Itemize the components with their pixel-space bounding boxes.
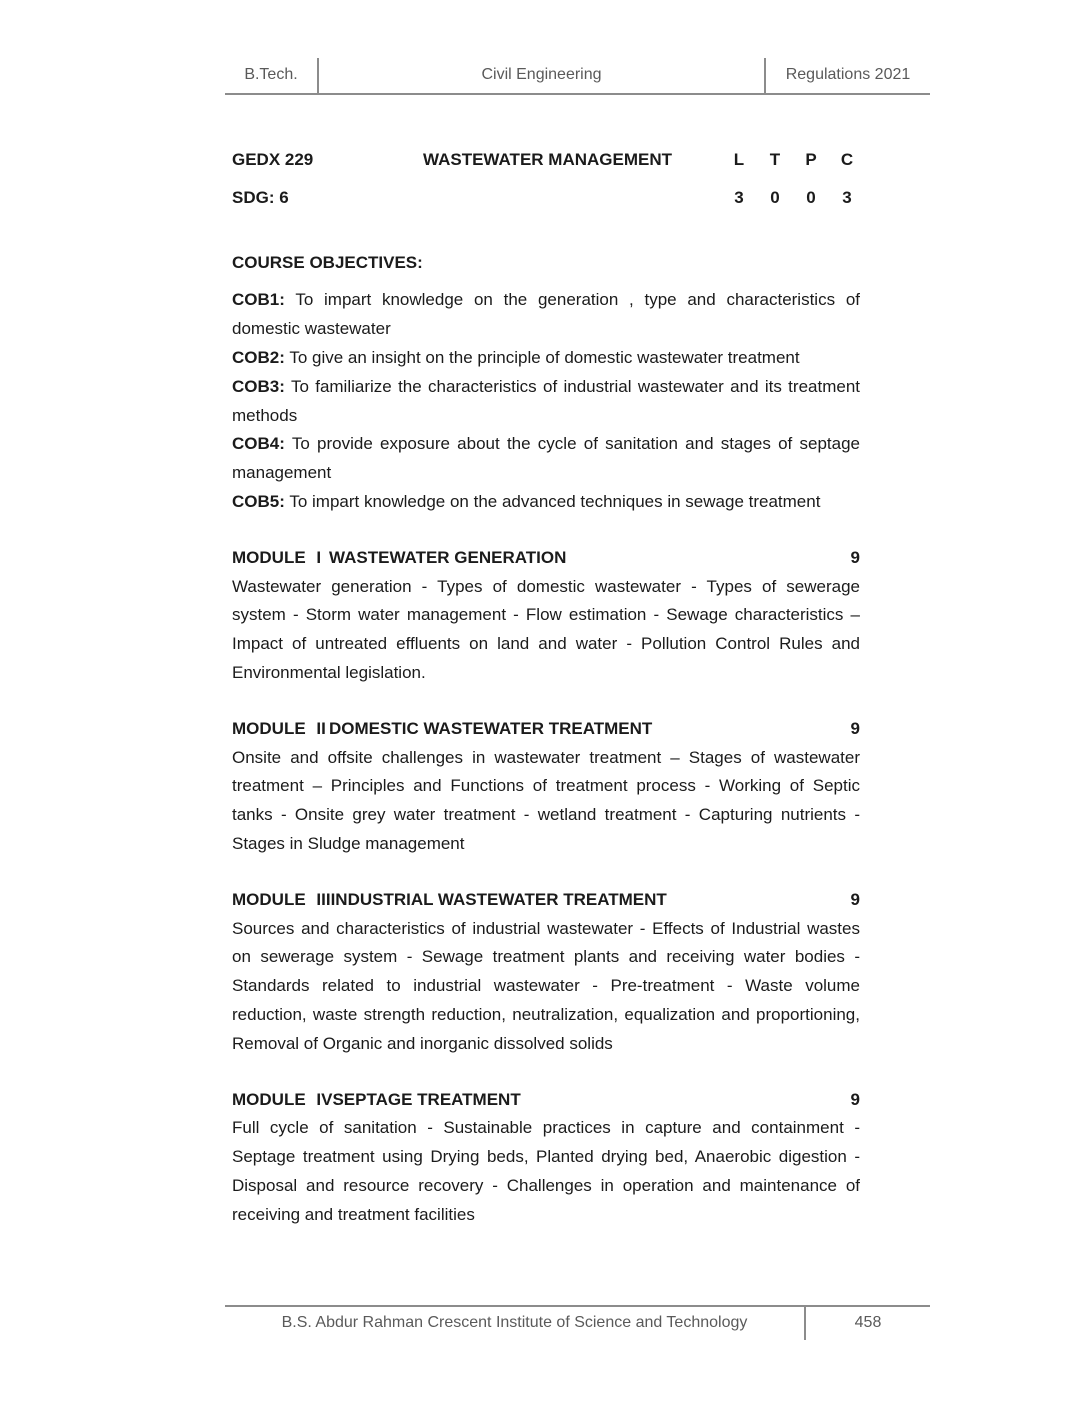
objective-text: To provide exposure about the cycle of sanitation and stages of septage management	[232, 434, 860, 483]
objective-code: COB3:	[232, 376, 285, 396]
course-title: WASTEWATER MANAGEMENT	[422, 150, 672, 169]
module-heading	[232, 886, 860, 915]
footer-page-number: 458	[804, 1307, 930, 1340]
objective-text: To familiarize the characteristics of industrial wastewater and its treatment methods	[232, 376, 860, 425]
course-content	[232, 140, 860, 1230]
objective-item	[232, 344, 860, 373]
objective-text: To impart knowledge on the generation , type and characteristics of domestic wastewater	[232, 290, 860, 339]
module-hours: 9	[850, 1089, 860, 1109]
ltpc-label-c: C	[840, 150, 854, 169]
module-section-3	[232, 886, 860, 1059]
module-hours: 9	[850, 718, 860, 738]
module-title: WASTEWATER GENERATION	[329, 547, 567, 567]
module-heading	[232, 715, 860, 744]
module-title: INDUSTRIAL WASTEWATER TREATMENT	[330, 889, 667, 909]
page-footer	[225, 1305, 930, 1340]
header-department: Civil Engineering	[317, 58, 766, 93]
course-code: GEDX 229	[232, 150, 314, 169]
course-title-row	[232, 146, 860, 175]
ltpc-label-t: T	[769, 150, 781, 169]
objective-code: COB1:	[232, 290, 285, 310]
ltpc-value-t: 0	[770, 187, 780, 207]
module-section-4	[232, 1086, 860, 1230]
objective-code: COB2:	[232, 347, 285, 367]
course-objectives-heading: COURSE OBJECTIVES:	[232, 252, 423, 272]
module-title: SEPTAGE TREATMENT	[332, 1089, 521, 1109]
module-body: Onsite and offsite challenges in wastewater treatment – Stages of wastewater treatment – Principles and Functions of treatment process - Working of Septic tanks - Onsite grey water treatment - wetland treatment - Capturing nutrients - Stages in Sludge management	[232, 747, 860, 853]
module-body: Sources and characteristics of industrial wastewater - Effects of Industrial wastes on sewerage system - Sewage treatment plants and receiving water bodies -Standards related to industrial wastewater - Pre-treatment - Waste volume reduction, waste strength reduction, neutralization, equalization and proportioning, Removal of Organic and inorganic dissolved solids	[232, 918, 860, 1053]
objective-code: COB4:	[232, 434, 285, 454]
ltpc-label-l: L	[733, 150, 745, 169]
objective-item	[232, 430, 860, 488]
ltpc-value-c: 3	[842, 187, 852, 207]
objective-text: To impart knowledge on the advanced techniques in sewage treatment	[289, 491, 821, 511]
module-hours: 9	[850, 547, 860, 567]
module-body: Full cycle of sanitation - Sustainable practices in capture and containment - Septage treatment using Drying beds, Planted drying bed, Anaerobic digestion - Disposal and resource recovery - Challenges in operation and maintenance of receiving and treatment facilities	[232, 1118, 860, 1224]
module-heading	[232, 544, 860, 573]
objective-item	[232, 286, 860, 344]
ltpc-labels	[721, 146, 865, 175]
course-sdg-row	[232, 184, 860, 213]
objective-item	[232, 373, 860, 431]
module-heading	[232, 1086, 860, 1115]
module-label: MODULE I	[232, 547, 322, 567]
module-label: MODULE IV	[232, 1089, 333, 1109]
module-section-2	[232, 715, 860, 859]
page-header	[225, 58, 930, 95]
module-label: MODULE II	[232, 718, 326, 738]
footer-institute: B.S. Abdur Rahman Crescent Institute of Science and Technology	[281, 1314, 748, 1331]
objective-item	[232, 488, 860, 517]
header-program: B.Tech.	[244, 66, 298, 83]
ltpc-label-p: P	[805, 150, 817, 169]
module-label: MODULE III	[232, 889, 331, 909]
course-sdg: SDG: 6	[232, 187, 289, 207]
ltpc-value-l: 3	[734, 187, 744, 207]
course-sdg-spacer	[402, 184, 721, 213]
module-hours: 9	[850, 889, 860, 909]
objective-text: To give an insight on the principle of domestic wastewater treatment	[289, 347, 800, 367]
objective-code: COB5:	[232, 491, 285, 511]
ltpc-value-p: 0	[806, 187, 816, 207]
course-objectives-list	[232, 286, 860, 516]
module-body: Wastewater generation - Types of domestic wastewater - Types of sewerage system - Storm water management - Flow estimation - Sewage characteristics –Impact of untreated effluents on land and water - Pollution Control Rules and Environmental legislation.	[232, 576, 860, 682]
header-regulations: Regulations 2021	[785, 66, 911, 83]
module-title: DOMESTIC WASTEWATER TREATMENT	[329, 718, 653, 738]
ltpc-values	[721, 184, 865, 213]
module-section-1	[232, 544, 860, 688]
